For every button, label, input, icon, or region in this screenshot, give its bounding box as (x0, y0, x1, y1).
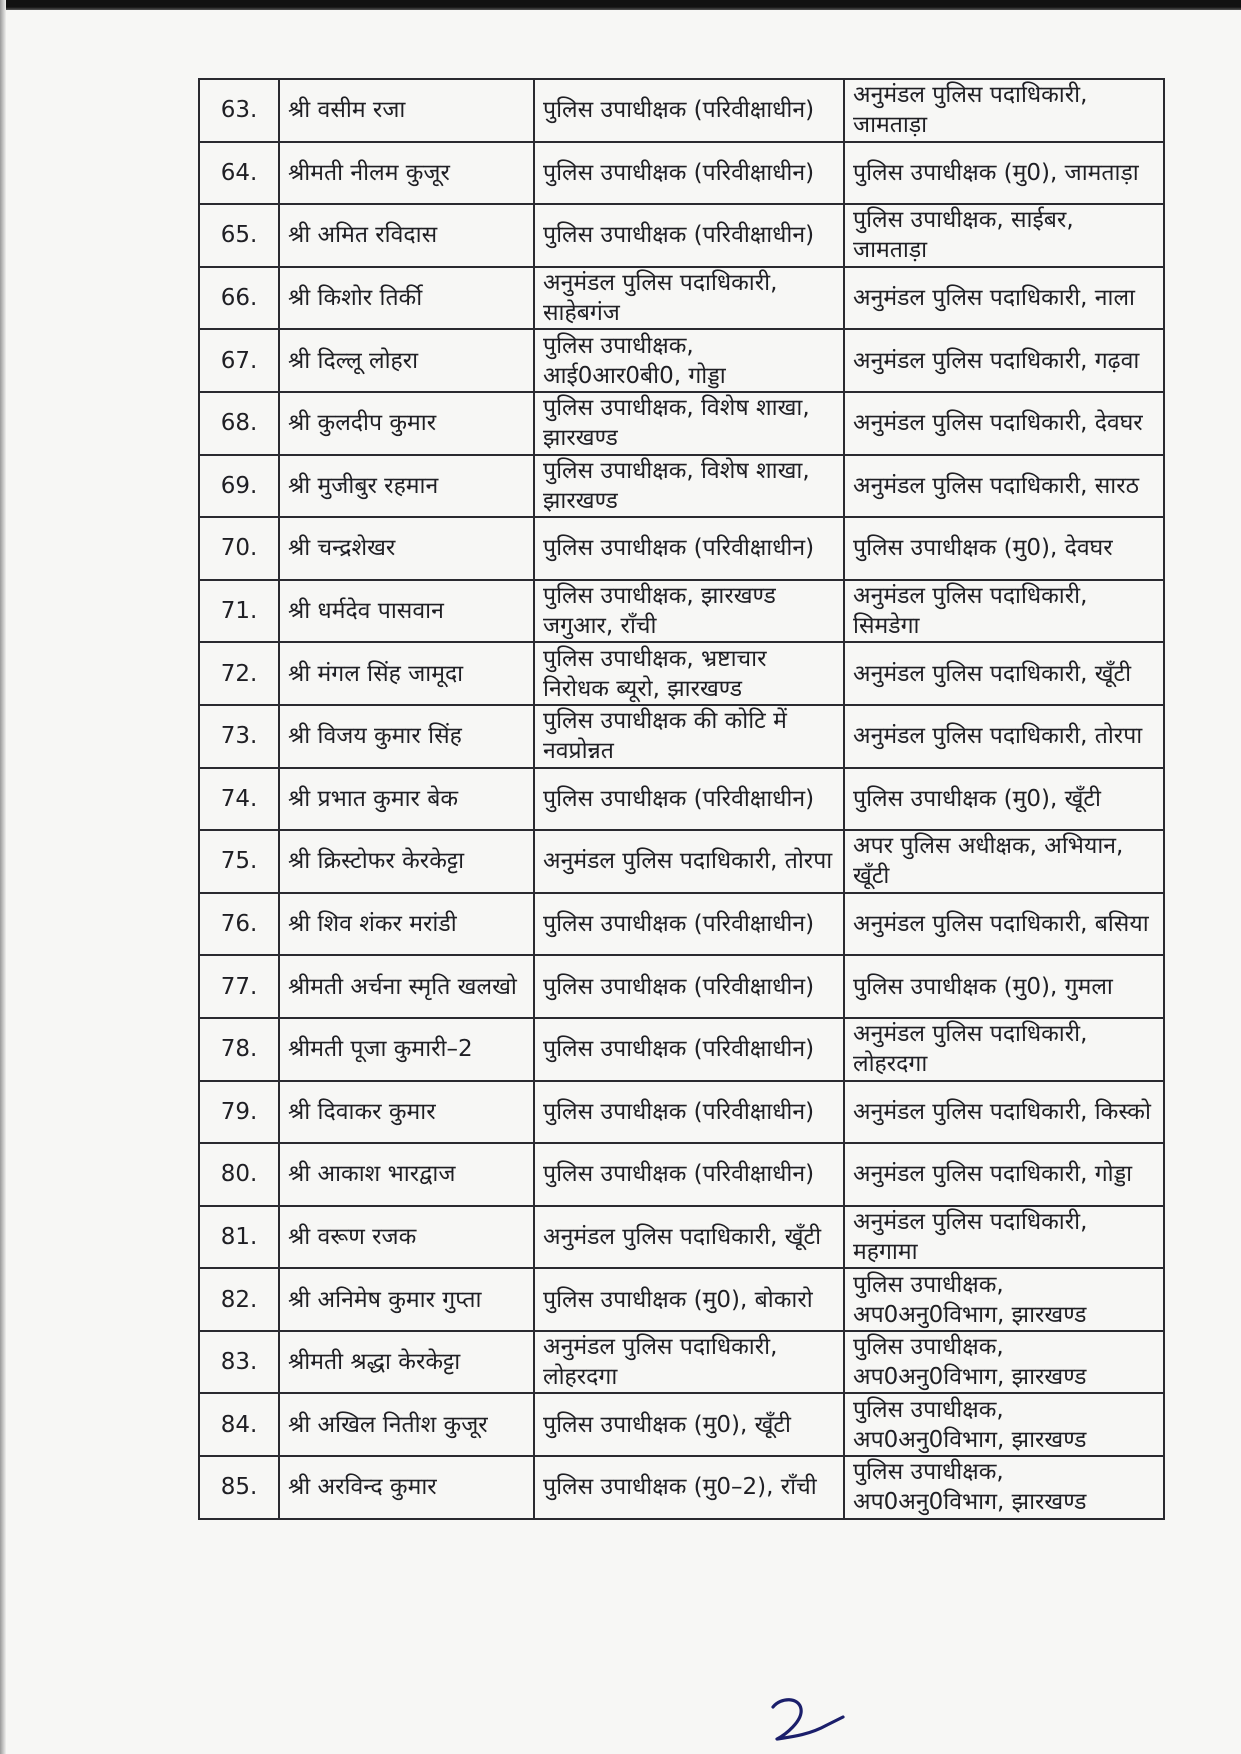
serial-number-cell: 81. (199, 1206, 279, 1269)
serial-number-cell: 71. (199, 580, 279, 643)
officer-name-cell: श्री धर्मदेव पासवान (279, 580, 534, 643)
serial-number-cell: 75. (199, 830, 279, 893)
table-row (199, 1456, 1164, 1519)
officer-name-cell: श्री अनिमेष कुमार गुप्ता (279, 1268, 534, 1331)
new-posting-cell: अनुमंडल पुलिस पदाधिकारी, बसिया (844, 893, 1164, 956)
new-posting-cell: पुलिस उपाधीक्षक (मु0), देवघर (844, 517, 1164, 580)
transfer-table-body (199, 79, 1164, 1519)
officer-name-cell: श्री कुलदीप कुमार (279, 392, 534, 455)
serial-number-cell: 64. (199, 142, 279, 205)
officer-name-cell: श्रीमती पूजा कुमारी–2 (279, 1018, 534, 1081)
table-row (199, 705, 1164, 768)
current-posting-cell: पुलिस उपाधीक्षक (परिवीक्षाधीन) (534, 79, 844, 142)
new-posting-cell: पुलिस उपाधीक्षक, साईबर, जामताड़ा (844, 204, 1164, 267)
officer-name-cell: श्रीमती नीलम कुजूर (279, 142, 534, 205)
new-posting-cell: अनुमंडल पुलिस पदाधिकारी, तोरपा (844, 705, 1164, 768)
new-posting-cell: अनुमंडल पुलिस पदाधिकारी, सारठ (844, 455, 1164, 518)
officer-name-cell: श्री वरूण रजक (279, 1206, 534, 1269)
table-row (199, 642, 1164, 705)
new-posting-cell: अनुमंडल पुलिस पदाधिकारी, महगामा (844, 1206, 1164, 1269)
officer-name-cell: श्रीमती अर्चना स्मृति खलखो (279, 955, 534, 1018)
serial-number-cell: 78. (199, 1018, 279, 1081)
new-posting-cell: पुलिस उपाधीक्षक (मु0), जामताड़ा (844, 142, 1164, 205)
new-posting-cell: पुलिस उपाधीक्षक (मु0), गुमला (844, 955, 1164, 1018)
serial-number-cell: 84. (199, 1393, 279, 1456)
current-posting-cell: पुलिस उपाधीक्षक (परिवीक्षाधीन) (534, 1018, 844, 1081)
new-posting-cell: अनुमंडल पुलिस पदाधिकारी, गोड्डा (844, 1143, 1164, 1206)
current-posting-cell: पुलिस उपाधीक्षक, झारखण्ड जगुआर, राँची (534, 580, 844, 643)
current-posting-cell: पुलिस उपाधीक्षक (परिवीक्षाधीन) (534, 204, 844, 267)
current-posting-cell: अनुमंडल पुलिस पदाधिकारी, लोहरदगा (534, 1331, 844, 1394)
current-posting-cell: अनुमंडल पुलिस पदाधिकारी, साहेबगंज (534, 267, 844, 330)
current-posting-cell: पुलिस उपाधीक्षक (परिवीक्षाधीन) (534, 955, 844, 1018)
officer-name-cell: श्री क्रिस्टोफर केरकेट्टा (279, 830, 534, 893)
serial-number-cell: 72. (199, 642, 279, 705)
current-posting-cell: पुलिस उपाधीक्षक, विशेष शाखा, झारखण्ड (534, 392, 844, 455)
table-row (199, 142, 1164, 205)
current-posting-cell: पुलिस उपाधीक्षक (परिवीक्षाधीन) (534, 1081, 844, 1144)
current-posting-cell: पुलिस उपाधीक्षक, भ्रष्टाचार निरोधक ब्यूरो, झारखण्ड (534, 642, 844, 705)
officer-name-cell: श्री मंगल सिंह जामूदा (279, 642, 534, 705)
table-row (199, 1018, 1164, 1081)
table-row (199, 1393, 1164, 1456)
officer-name-cell: श्री वसीम रजा (279, 79, 534, 142)
serial-number-cell: 69. (199, 455, 279, 518)
new-posting-cell: पुलिस उपाधीक्षक, अप0अनु0विभाग, झारखण्ड (844, 1393, 1164, 1456)
officer-name-cell: श्री दिवाकर कुमार (279, 1081, 534, 1144)
new-posting-cell: पुलिस उपाधीक्षक, अप0अनु0विभाग, झारखण्ड (844, 1331, 1164, 1394)
table-row (199, 768, 1164, 831)
transfer-table (198, 78, 1165, 1520)
new-posting-cell: अनुमंडल पुलिस पदाधिकारी, जामताड़ा (844, 79, 1164, 142)
current-posting-cell: पुलिस उपाधीक्षक, आई0आर0बी0, गोड्डा (534, 329, 844, 392)
serial-number-cell: 79. (199, 1081, 279, 1144)
officer-name-cell: श्री विजय कुमार सिंह (279, 705, 534, 768)
officer-name-cell: श्रीमती श्रद्धा केरकेट्टा (279, 1331, 534, 1394)
table-row (199, 830, 1164, 893)
serial-number-cell: 76. (199, 893, 279, 956)
serial-number-cell: 68. (199, 392, 279, 455)
page-top-edge (0, 0, 1241, 10)
new-posting-cell: अनुमंडल पुलिस पदाधिकारी, देवघर (844, 392, 1164, 455)
table-row (199, 517, 1164, 580)
serial-number-cell: 63. (199, 79, 279, 142)
officer-name-cell: श्री प्रभात कुमार बेक (279, 768, 534, 831)
officer-name-cell: श्री दिल्लू लोहरा (279, 329, 534, 392)
table-row (199, 955, 1164, 1018)
officer-name-cell: श्री मुजीबुर रहमान (279, 455, 534, 518)
table-row (199, 329, 1164, 392)
new-posting-cell: पुलिस उपाधीक्षक, अप0अनु0विभाग, झारखण्ड (844, 1268, 1164, 1331)
officer-name-cell: श्री अरविन्द कुमार (279, 1456, 534, 1519)
serial-number-cell: 74. (199, 768, 279, 831)
new-posting-cell: पुलिस उपाधीक्षक (मु0), खूँटी (844, 768, 1164, 831)
serial-number-cell: 73. (199, 705, 279, 768)
table-row (199, 392, 1164, 455)
serial-number-cell: 65. (199, 204, 279, 267)
new-posting-cell: पुलिस उपाधीक्षक, अप0अनु0विभाग, झारखण्ड (844, 1456, 1164, 1519)
handwritten-page-number (765, 1695, 847, 1743)
table-row (199, 455, 1164, 518)
table-row (199, 204, 1164, 267)
serial-number-cell: 82. (199, 1268, 279, 1331)
table-row (199, 1268, 1164, 1331)
serial-number-cell: 66. (199, 267, 279, 330)
table-row (199, 1206, 1164, 1269)
officer-name-cell: श्री आकाश भारद्वाज (279, 1143, 534, 1206)
serial-number-cell: 70. (199, 517, 279, 580)
current-posting-cell: पुलिस उपाधीक्षक (परिवीक्षाधीन) (534, 893, 844, 956)
current-posting-cell: पुलिस उपाधीक्षक (मु0), बोकारो (534, 1268, 844, 1331)
current-posting-cell: पुलिस उपाधीक्षक (परिवीक्षाधीन) (534, 1143, 844, 1206)
current-posting-cell: अनुमंडल पुलिस पदाधिकारी, खूँटी (534, 1206, 844, 1269)
current-posting-cell: पुलिस उपाधीक्षक की कोटि में नवप्रोन्नत (534, 705, 844, 768)
current-posting-cell: पुलिस उपाधीक्षक (परिवीक्षाधीन) (534, 142, 844, 205)
current-posting-cell: पुलिस उपाधीक्षक (मु0), खूँटी (534, 1393, 844, 1456)
current-posting-cell: पुलिस उपाधीक्षक (मु0–2), राँची (534, 1456, 844, 1519)
serial-number-cell: 85. (199, 1456, 279, 1519)
serial-number-cell: 67. (199, 329, 279, 392)
new-posting-cell: अनुमंडल पुलिस पदाधिकारी, सिमडेगा (844, 580, 1164, 643)
table-row (199, 1331, 1164, 1394)
table-row (199, 893, 1164, 956)
current-posting-cell: पुलिस उपाधीक्षक (परिवीक्षाधीन) (534, 517, 844, 580)
new-posting-cell: अनुमंडल पुलिस पदाधिकारी, किस्को (844, 1081, 1164, 1144)
officer-name-cell: श्री अमित रविदास (279, 204, 534, 267)
page-left-edge (0, 0, 6, 1754)
current-posting-cell: अनुमंडल पुलिस पदाधिकारी, तोरपा (534, 830, 844, 893)
new-posting-cell: अपर पुलिस अधीक्षक, अभियान, खूँटी (844, 830, 1164, 893)
officer-name-cell: श्री किशोर तिर्की (279, 267, 534, 330)
table-row (199, 79, 1164, 142)
current-posting-cell: पुलिस उपाधीक्षक (परिवीक्षाधीन) (534, 768, 844, 831)
officer-name-cell: श्री शिव शंकर मरांडी (279, 893, 534, 956)
table-row (199, 267, 1164, 330)
officer-name-cell: श्री चन्द्रशेखर (279, 517, 534, 580)
serial-number-cell: 77. (199, 955, 279, 1018)
new-posting-cell: अनुमंडल पुलिस पदाधिकारी, गढ़वा (844, 329, 1164, 392)
officer-name-cell: श्री अखिल नितीश कुजूर (279, 1393, 534, 1456)
serial-number-cell: 80. (199, 1143, 279, 1206)
new-posting-cell: अनुमंडल पुलिस पदाधिकारी, लोहरदगा (844, 1018, 1164, 1081)
current-posting-cell: पुलिस उपाधीक्षक, विशेष शाखा, झारखण्ड (534, 455, 844, 518)
new-posting-cell: अनुमंडल पुलिस पदाधिकारी, नाला (844, 267, 1164, 330)
new-posting-cell: अनुमंडल पुलिस पदाधिकारी, खूँटी (844, 642, 1164, 705)
serial-number-cell: 83. (199, 1331, 279, 1394)
table-row (199, 1081, 1164, 1144)
table-row (199, 580, 1164, 643)
table-row (199, 1143, 1164, 1206)
